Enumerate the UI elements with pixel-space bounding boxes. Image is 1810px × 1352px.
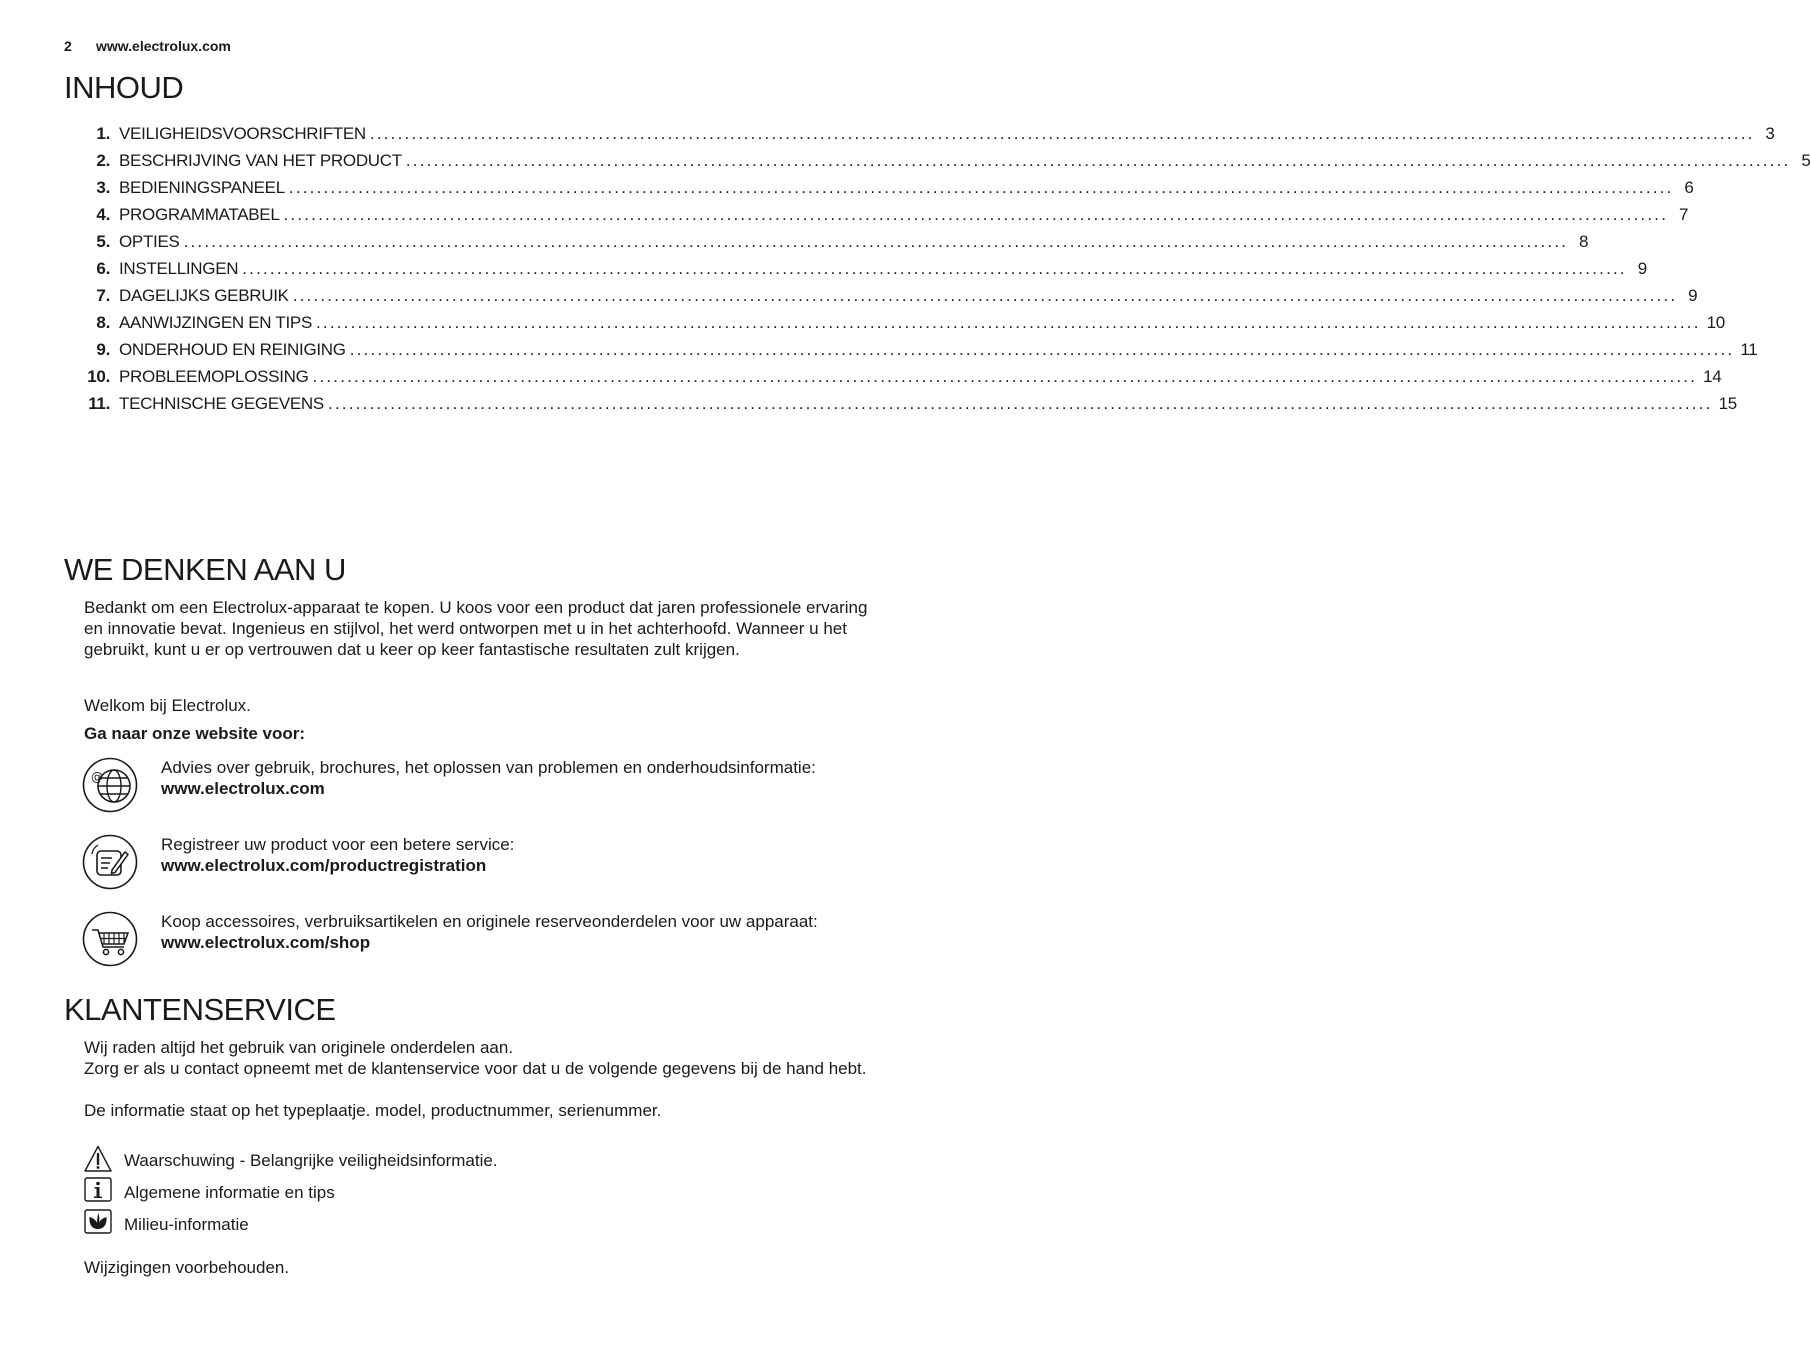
page-number: 2	[64, 38, 72, 54]
toc-title: INHOUD	[64, 70, 184, 105]
web-item-support	[82, 757, 902, 817]
service-line: Wij raden altijd het gebruik van originele onderdelen aan.	[84, 1038, 514, 1057]
toc-item[interactable]: 1. VEILIGHEIDSVOORSCHRIFTEN ........................................................................................................................................................................................................ 3	[96, 124, 1775, 143]
web-item-text: Koop accessoires, verbruiksartikelen en originele reserveonderdelen voor uw apparaat:	[161, 912, 818, 931]
website-heading: Ga naar onze website voor:	[84, 724, 306, 743]
toc-item[interactable]: 5. OPTIES ........................................................................................................................................................................................................ 8	[96, 232, 1589, 251]
footer-note: Wijzigingen voorbehouden.	[84, 1258, 290, 1277]
toc-leader: ........................................................................................................................................................................................................	[405, 151, 1791, 170]
globe-icon	[82, 757, 138, 813]
web-item-text: Advies over gebruik, brochures, het oplossen van problemen en onderhoudsinformatie:	[161, 758, 816, 777]
toc-item[interactable]: 6. INSTELLINGEN ........................................................................................................................................................................................................ 9	[96, 259, 1647, 278]
toc-leader: ........................................................................................................................................................................................................	[283, 205, 1669, 224]
service-line: De informatie staat op het typeplaatje. model, productnummer, serienummer.	[84, 1101, 662, 1120]
intro-paragraph: Bedankt om een Electrolux-apparaat te kopen. U koos voor een product dat jaren professionele ervaring en innovatie bevat. Ingenieus en stijlvol, het werd ontworpen met u in het achterhoofd. Wanneer u het gebruikt, kunt u er op vertrouwen dat u keer op keer fantastische resultaten zult krijgen.	[84, 598, 868, 659]
toc-item[interactable]: 10. PROBLEEMOPLOSSING ........................................................................................................................................................................................................ 14	[87, 367, 1722, 386]
shopping-cart-icon	[82, 911, 138, 967]
toc-leader: ........................................................................................................................................................................................................	[242, 259, 1627, 278]
toc-item[interactable]: 2. BESCHRIJVING VAN HET PRODUCT ........................................................................................................................................................................................................ 5	[96, 151, 1810, 170]
web-item-shop	[82, 911, 902, 971]
toc-item[interactable]: 9. ONDERHOUD EN REINIGING ........................................................................................................................................................................................................ 11	[96, 340, 1758, 359]
service-title: KLANTENSERVICE	[64, 992, 336, 1027]
toc-item[interactable]: 3. BEDIENINGSPANEEL ........................................................................................................................................................................................................ 6	[96, 178, 1694, 197]
environment-icon	[84, 1209, 112, 1237]
toc-item[interactable]: 7. DAGELIJKS GEBRUIK ........................................................................................................................................................................................................ 9	[96, 286, 1698, 305]
toc-leader: ........................................................................................................................................................................................................	[183, 232, 1569, 251]
legend-text: Milieu-informatie	[124, 1215, 249, 1234]
legend-text: Waarschuwing - Belangrijke veiligheidsinformatie.	[124, 1151, 498, 1170]
welcome-text: Welkom bij Electrolux.	[84, 696, 251, 715]
page-header	[64, 38, 231, 54]
toc-leader: ........................................................................................................................................................................................................	[288, 178, 1674, 197]
toc-leader: ........................................................................................................................................................................................................	[327, 394, 1713, 413]
table-of-contents	[80, 124, 1810, 421]
web-item-link[interactable]: www.electrolux.com/shop	[161, 933, 371, 952]
toc-item[interactable]: 4. PROGRAMMATABEL ........................................................................................................................................................................................................ 7	[96, 205, 1689, 224]
info-icon	[84, 1177, 112, 1205]
legend-text: Algemene informatie en tips	[124, 1183, 335, 1202]
toc-leader: ........................................................................................................................................................................................................	[349, 340, 1735, 359]
toc-leader: ........................................................................................................................................................................................................	[292, 286, 1678, 305]
web-item-link[interactable]: www.electrolux.com	[161, 779, 325, 798]
registration-icon	[82, 834, 138, 890]
web-item-registration	[82, 834, 902, 894]
intro-title: WE DENKEN AAN U	[64, 552, 346, 587]
toc-leader: ........................................................................................................................................................................................................	[369, 124, 1755, 143]
web-item-text: Registreer uw product voor een betere service:	[161, 835, 515, 854]
header-website[interactable]: www.electrolux.com	[96, 38, 231, 54]
toc-leader: ........................................................................................................................................................................................................	[316, 313, 1701, 332]
toc-item[interactable]: 11. TECHNISCHE GEGEVENS ........................................................................................................................................................................................................ 15	[88, 394, 1737, 413]
warning-icon	[84, 1145, 112, 1173]
web-item-link[interactable]: www.electrolux.com/productregistration	[161, 856, 487, 875]
svg-text:@: @	[91, 770, 103, 784]
toc-leader: ........................................................................................................................................................................................................	[312, 367, 1698, 386]
toc-item[interactable]: 8. AANWIJZINGEN EN TIPS ........................................................................................................................................................................................................ 10	[96, 313, 1725, 332]
service-line: Zorg er als u contact opneemt met de klantenservice voor dat u de volgende gegevens bij de hand hebt.	[84, 1059, 867, 1078]
